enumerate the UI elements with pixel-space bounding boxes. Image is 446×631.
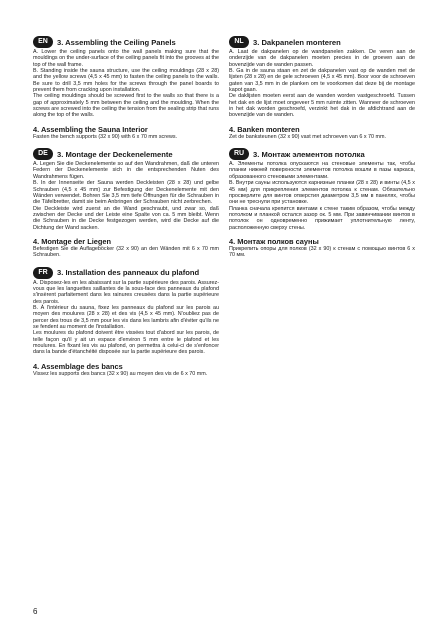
section-ru bbox=[229, 148, 415, 258]
language-badge: EN bbox=[33, 36, 53, 48]
subsection-title: 4. Banken monteren bbox=[229, 124, 300, 134]
paragraph: B. Standing inside the sauna structure, use the ceiling mouldings (28 x 28) and the yellow screws (4,5 x 45 mm) to fasten the ceiling panels to the walls. Be sure to drill 3,5 mm holes for the screws through the panel boards to prevent them from cracking upon installation. bbox=[33, 68, 219, 94]
paragraph: B. Ga in de sauna staan en zet de dakpanelen vast op de wanden met de lijsten (28 x 28) en de gele schroeven (4,5 x 45 mm). Boor voor de schroeven gaten van 3,5 mm in de planken om te voorkomen dat deze bij de montage kapot gaan. bbox=[229, 68, 415, 94]
language-badge: NL bbox=[229, 36, 249, 48]
subsection-title: 4. Монтаж полков сауны bbox=[229, 236, 319, 246]
section-de bbox=[33, 148, 219, 258]
right-column bbox=[229, 36, 415, 267]
section-title: 3. Montage der Deckenelemente bbox=[57, 149, 173, 159]
section-header bbox=[33, 36, 219, 48]
section-header bbox=[33, 148, 219, 160]
subsection bbox=[33, 125, 219, 140]
language-badge: RU bbox=[229, 148, 249, 160]
subsection-title: 4. Montage der Liegen bbox=[33, 236, 112, 246]
paragraph: Vissez les supports des bancs (32 x 90) au moyen des vis de 6 x 70 mm. bbox=[33, 370, 208, 377]
paragraph: Befestigen Sie die Auflageböcker (32 x 90) an den Wänden mit 6 x 70 mm Schrauben. bbox=[33, 245, 219, 259]
paragraph: A. Disposez-les en les abaissant sur la partie supérieure des parois. Assurez-vous que les languettes saillantes de la sous-face des panneaux du plafond s'insèrent parfaitement dans les rainures creusées dans la partie supérieure des parois. bbox=[33, 279, 219, 305]
section-header bbox=[33, 267, 219, 279]
paragraph: Fasten the bench supports (32 x 90) with 6 x 70 mm screws. bbox=[33, 133, 178, 140]
subsection bbox=[229, 125, 415, 140]
subsection bbox=[229, 237, 415, 259]
left-column bbox=[33, 36, 219, 385]
page-number: 6 bbox=[33, 607, 38, 616]
paragraph: The ceiling mouldings should be screwed first to the walls so that there is a gap of approximately 5 mm between the ceiling and the moulding. When the screws are screwed into the ceiling the tension from the sealing strip that runs along the top of the walls. bbox=[33, 93, 219, 119]
section-title: 3. Монтаж элементов потолка bbox=[253, 149, 365, 159]
paragraph: А. Элементы потолка опускаются на стеновые элементы так, чтобы планки нижней поверхности элементов потолка вошли в пазы каркаса, образованного стеновыми элементами. bbox=[229, 161, 415, 180]
section-nl bbox=[229, 36, 415, 140]
section-title: 3. Dakpanelen monteren bbox=[253, 37, 341, 47]
paragraph: Планка сначала крепится винтами к стене таким образом, чтобы между потолком и планкой остался зазор ок. 5 мм. При завинчивании винтов в потолок он одновременно прижимает уплотнительную ленту, расположенную сверху стены. bbox=[229, 205, 415, 231]
paragraph: De daklijsten moeten eerst aan de wanden worden vastgeschroefd. Tussen het dak en de lijst moet ongeveer 5 mm ruimte zitten. Wanneer de schroeven in het dak worden geschroefd, verzinkt het dak in de afdichtrand aan de bovenzijde van de wanden. bbox=[229, 93, 415, 119]
language-badge: DE bbox=[33, 148, 53, 160]
paragraph: A. Lower the ceiling panels onto the wall panels making sure that the mouldings on the under-surface of the ceiling panels fit into the grooves at the top of the wall frame. bbox=[33, 49, 219, 68]
paragraph: Die Deckleiste wird zuerst an die Wand geschraubt, und zwar so, daß zwischen der Decke und der Leiste eine Spalte von ca. 5 mm bleibt. Wenn die Schrauben in die Decke festgezogen werden, wird die Decke auf die Dichtung der Wand sacken. bbox=[33, 205, 219, 231]
paragraph: Прикрепить опоры для полков (32 x 90) к стенам с помощью винтов 6 x 70 мм. bbox=[229, 245, 415, 259]
subsection-title: 4. Assemblage des bancs bbox=[33, 361, 123, 371]
paragraph: B. In der Innenseite der Sauna werden Deckleisten (28 x 28) und gelbe Schrauben (4,5 x 45 mm) zur Befestigung der Deckenelemente mit den Wänden verwendet. Bohren Sie 3,5 mm tiefe Öffnungen für die Schrauben in die Täfelbretter, damit sie beim Anbringen der Schrauben nicht zerbrechen. bbox=[33, 180, 219, 206]
language-badge: FR bbox=[33, 267, 53, 279]
paragraph: A. Legen Sie die Deckenelemente so auf den Wandrahmen, daß die unteren Federn der Deckenelemente sich in die entsprechenden Nuten des Wandrahmens fügen. bbox=[33, 161, 219, 180]
section-title: 3. Assembling the Ceiling Panels bbox=[57, 37, 176, 47]
section-header bbox=[229, 148, 415, 160]
paragraph: В. Внутри сауны используются карнизные планки (28 x 28) и винты (4,5 x 45 мм) для прикрепления элементов потолка к стенам. Обязательно просверлите для винтов отверстия диаметром 3,5 мм в панелях, чтобы они не треснули при установке. bbox=[229, 180, 415, 206]
subsection bbox=[33, 237, 219, 259]
subsection-title: 4. Assembling the Sauna Interior bbox=[33, 124, 148, 134]
paragraph: Les moulures du plafond doivent être vissées tout d'abord sur les parois, de telle façon qu'il y ait un espace d'environ 5 mm entre le plafond et les moulures. En fixant les vis au plafond, on permettra à celui-ci de s'enfoncer dans la bande d'étanchéité disposée sur la partie supérieure des parois. bbox=[33, 330, 219, 356]
subsection bbox=[33, 362, 219, 377]
paragraph: B. À l'intérieur du sauna, fixez les panneaux du plafond sur les parois au moyen des moulures (28 x 28) et des vis (4,5 x 45 mm). N'oubliez pas de percer des trous de 3,5 mm pour les vis dans les lambris afin d'éviter qu'ils ne se fendent au moment de l'installation. bbox=[33, 304, 219, 330]
section-en bbox=[33, 36, 219, 140]
paragraph: Zet de banksteunen (32 x 90) vast met schroeven van 6 x 70 mm. bbox=[229, 133, 387, 140]
section-header bbox=[229, 36, 415, 48]
section-title: 3. Installation des panneaux du plafond bbox=[57, 268, 200, 278]
section-fr bbox=[33, 267, 219, 377]
paragraph: A. Laat de dakpanelen op de wandpanelen zakken. De veren aan de onderzijde van de dakpanelen moeten precies in de groeven aan de bovenzijde van de wanden passen. bbox=[229, 49, 415, 68]
